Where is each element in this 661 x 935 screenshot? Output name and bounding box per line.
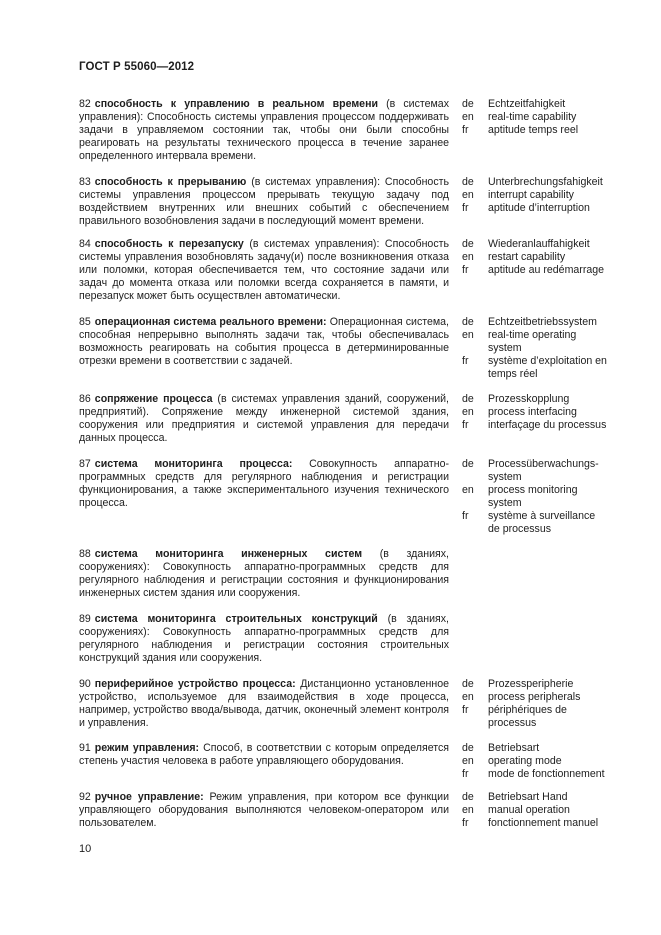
lang-code: en <box>462 484 474 496</box>
term-number: 88 <box>79 548 91 560</box>
translations <box>488 458 640 536</box>
translation: Processüberwachungs- <box>488 458 599 470</box>
term-definition <box>79 613 449 665</box>
translation: fonctionnement manuel <box>488 817 599 829</box>
translation: mode de fonctionnement <box>488 768 605 780</box>
term-definition <box>79 678 449 730</box>
translations <box>488 238 640 277</box>
term-name: сопряжение процесса <box>94 393 213 405</box>
translation: process monitoring <box>488 484 578 496</box>
translation: de processus <box>488 523 552 535</box>
term-name: система мониторинга инженерных систем <box>94 548 363 560</box>
term-definition <box>79 393 449 445</box>
lang-code: fr <box>462 510 469 522</box>
translation: aptitude temps reel <box>488 124 579 136</box>
term-definition <box>79 316 449 368</box>
term-definition <box>79 548 449 600</box>
lang-code: fr <box>462 355 469 367</box>
language-codes <box>462 742 484 781</box>
document-header: ГОСТ Р 55060—2012 <box>79 61 195 73</box>
term-text: Совокупность аппаратно-программных средств для регулярного наблюдения и регистрации функционирования, а также экспериментального изучения технического процесса. <box>79 458 449 509</box>
language-codes <box>462 458 484 536</box>
lang-code: en <box>462 329 474 341</box>
term-text: Операционная система, способная непрерывно выполнять задачи так, чтобы обеспечивалась возможность реагировать на события процесса в детерминированные отрезки времени в соответствии с задачей. <box>79 316 449 367</box>
term-name: способность к перезапуску <box>94 238 244 250</box>
translation: manual operation <box>488 804 570 816</box>
term-name: способность к прерыванию <box>94 176 247 188</box>
term-name: операционная система реального времени: <box>94 316 327 328</box>
translation: Unterbrechungsfahigkeit <box>488 176 603 188</box>
translation: process peripherals <box>488 691 581 703</box>
lang-code: en <box>462 406 474 418</box>
lang-code: de <box>462 791 474 803</box>
translation: real-time operating <box>488 329 577 341</box>
lang-code: en <box>462 189 474 201</box>
translation: operating mode <box>488 755 562 767</box>
translation: Echtzeitbetriebssystem <box>488 316 597 328</box>
language-codes <box>462 316 484 381</box>
translations <box>488 176 640 215</box>
lang-code <box>462 471 484 484</box>
lang-code: fr <box>462 419 469 431</box>
translation: system <box>488 497 522 509</box>
lang-code <box>462 368 484 381</box>
term-definition <box>79 238 449 303</box>
lang-code: de <box>462 176 474 188</box>
lang-code: de <box>462 98 474 110</box>
term-number: 90 <box>79 678 91 690</box>
translation: system <box>488 471 522 483</box>
term-number: 87 <box>79 458 91 470</box>
language-codes <box>462 791 484 830</box>
translation: système à surveillance <box>488 510 596 522</box>
lang-code: en <box>462 691 474 703</box>
term-number: 84 <box>79 238 91 250</box>
term-number: 91 <box>79 742 91 754</box>
translation: Echtzeitfahigkeit <box>488 98 566 110</box>
lang-code <box>462 497 484 510</box>
term-definition <box>79 742 449 768</box>
term-number: 86 <box>79 393 91 405</box>
translation: temps réel <box>488 368 538 380</box>
lang-code <box>462 523 484 536</box>
translation: aptitude au redémarrage <box>488 264 605 276</box>
translations <box>488 316 640 381</box>
term-text: Режим управления, при котором все функции управляющего оборудования выполняются человеком-оператором или пользователем. <box>79 791 450 829</box>
lang-code <box>462 717 484 730</box>
lang-code <box>462 342 484 355</box>
term-text: (в системах управления зданий, сооружений, предприятий). Сопряжение между инженерной системой здания, сооружения или предприятия и системой управления для передачи данных процесса. <box>79 393 449 444</box>
translation: Betriebsart <box>488 742 540 754</box>
lang-code: de <box>462 458 474 470</box>
term-name: периферийное устройство процесса: <box>94 678 296 690</box>
language-codes <box>462 678 484 730</box>
term-text: (в зданиях, сооружениях): Совокупность аппаратно-программных средств для регулярного наблюдения и регистрации состояния и функционирования инженерных систем здания или сооружения. <box>79 548 449 599</box>
translation: real-time capability <box>488 111 577 123</box>
term-definition <box>79 98 449 163</box>
term-number: 92 <box>79 791 91 803</box>
lang-code: de <box>462 316 474 328</box>
term-definition <box>79 791 449 830</box>
translation: process interfacing <box>488 406 577 418</box>
lang-code: en <box>462 755 474 767</box>
term-text: Способ, в соответствии с которым определяется степень участия человека в работе управляющего оборудования. <box>79 742 449 767</box>
term-number: 82 <box>79 98 91 110</box>
term-name: система мониторинга строительных конструкций <box>94 613 378 625</box>
lang-code: en <box>462 111 474 123</box>
term-text: Дистанционно установленное устройство, используемое для взаимодействия в ходе процесса, например, устройство ввода/вывода, датчик, оконечный элемент контроля и управления. <box>79 678 449 729</box>
language-codes <box>462 238 484 277</box>
translations <box>488 791 640 830</box>
term-text: (в системах управления): Способность системы управления процессом поддерживать задачи в управляемом состоянии так, чтобы они были способны реагировать на результаты технического процесса в течение заранее определенного интервала времени. <box>79 98 449 162</box>
translations <box>488 678 640 730</box>
translations <box>488 742 640 781</box>
translation: Prozessperipherie <box>488 678 574 690</box>
translation: processus <box>488 717 537 729</box>
term-text: (в системах управления): Способность системы управления процессом прерывать текущую задачу под воздействием внутренних или внешних событий с обеспечением правильного возобновления задачи в последующий момент времени. <box>79 176 449 227</box>
translations <box>488 98 640 137</box>
lang-code: en <box>462 804 474 816</box>
translation: interfaçage du processus <box>488 419 607 431</box>
lang-code: fr <box>462 264 469 276</box>
term-text: (в зданиях, сооружениях): Совокупность аппаратно-программных средств для регулярного наблюдения и регистрации состояния строительных конструкций здания или сооружения. <box>79 613 449 664</box>
translation: interrupt capability <box>488 189 574 201</box>
translation: Prozesskopplung <box>488 393 570 405</box>
term-number: 83 <box>79 176 91 188</box>
lang-code: fr <box>462 704 469 716</box>
term-number: 85 <box>79 316 91 328</box>
translation: Wiederanlauffahigkeit <box>488 238 590 250</box>
language-codes <box>462 98 484 137</box>
lang-code: fr <box>462 768 469 780</box>
lang-code: fr <box>462 817 469 829</box>
lang-code: fr <box>462 202 469 214</box>
term-definition <box>79 176 449 228</box>
translation: restart capability <box>488 251 566 263</box>
term-definition <box>79 458 449 510</box>
term-name: режим управления: <box>94 742 200 754</box>
term-text: (в системах управления): Способность системы управления возобновлять задачу(и) после возникновения отказа или поломки, которая обеспечивается тем, что состояние задачи или задач до момента отказа или поломки всегда сохраняется в памяти, и перезапуск может быть осуществлен автоматически. <box>79 238 449 302</box>
term-name: способность к управлению в реальном времени <box>94 98 378 110</box>
lang-code: en <box>462 251 474 263</box>
lang-code: de <box>462 393 474 405</box>
term-name: система мониторинга процесса: <box>94 458 293 470</box>
translation: system <box>488 342 522 354</box>
language-codes <box>462 393 484 432</box>
term-number: 89 <box>79 613 91 625</box>
translation: aptitude d’interruption <box>488 202 590 214</box>
lang-code: de <box>462 238 474 250</box>
translations <box>488 393 640 432</box>
lang-code: de <box>462 742 474 754</box>
lang-code: de <box>462 678 474 690</box>
page-number: 10 <box>79 843 92 855</box>
translation: Betriebsart Hand <box>488 791 568 803</box>
language-codes <box>462 176 484 215</box>
translation: périphériques de <box>488 704 567 716</box>
translation: système d’exploitation en <box>488 355 607 367</box>
lang-code: fr <box>462 124 469 136</box>
term-name: ручное управление: <box>94 791 204 803</box>
